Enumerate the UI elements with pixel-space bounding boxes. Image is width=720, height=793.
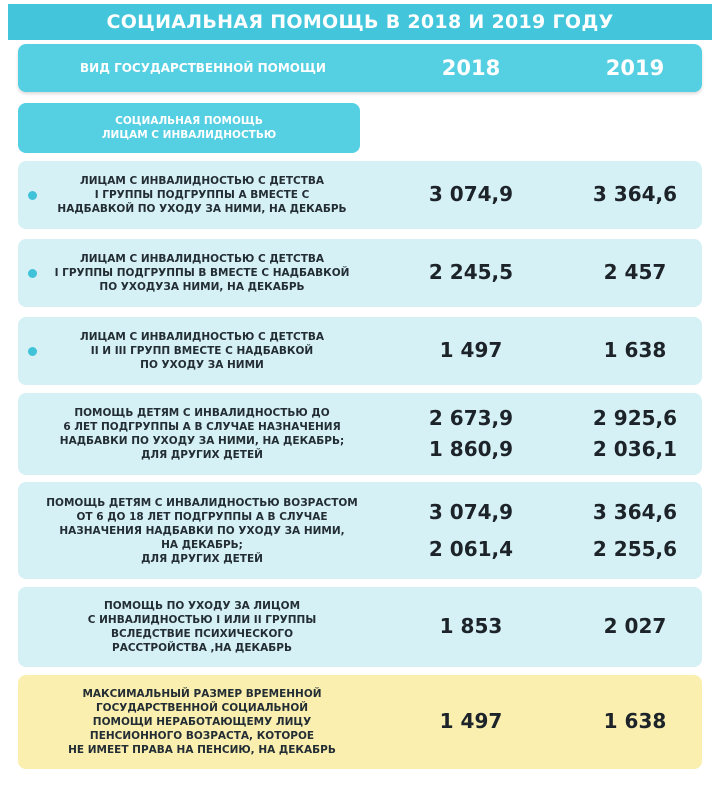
row-description-line: ПО УХОДУ ЗА НИМИ	[140, 359, 264, 371]
section-header	[18, 103, 360, 153]
row-description-line: ПОМОЩИ НЕРАБОТАЮЩЕМУ ЛИЦУ	[92, 716, 312, 728]
column-header-type: ВИД ГОСУДАРСТВЕННОЙ ПОМОЩИ	[80, 61, 326, 75]
row-description	[32, 587, 372, 667]
row-description-line: МАКСИМАЛЬНЫЙ РАЗМЕР ВРЕМЕННОЙ	[82, 688, 322, 700]
value-2018: 3 074,9	[428, 182, 514, 206]
value-2019: 2 027	[603, 614, 667, 638]
value-2019: 2 457	[603, 260, 667, 284]
value-2018: 1 860,9	[428, 437, 514, 462]
row-description-line: ПО УХОДУЗА НИМИ, НА ДЕКАБРЬ	[99, 281, 305, 293]
value-2018: 2 673,9	[428, 406, 514, 431]
value-2018: 3 074,9	[428, 500, 514, 525]
table-row	[18, 482, 702, 579]
table-row	[18, 587, 702, 667]
table-row	[18, 393, 702, 475]
row-description-line: НАДБАВКОЙ ПО УХОДУ ЗА НИМИ, НА ДЕКАБРЬ	[57, 203, 347, 215]
section-header-line: ЛИЦАМ С ИНВАЛИДНОСТЬЮ	[101, 129, 277, 141]
value-2019: 3 364,6	[592, 500, 678, 525]
row-description-line: ПОМОЩЬ ДЕТЯМ С ИНВАЛИДНОСТЬЮ ВОЗРАСТОМ	[46, 496, 358, 509]
row-description-line: ОТ 6 ДО 18 ЛЕТ ПОДГРУППЫ А В СЛУЧАЕ	[76, 510, 328, 523]
value-2019: 1 638	[603, 338, 667, 362]
row-description-line: 6 ЛЕТ ПОДГРУППЫ А В СЛУЧАЕ НАЗНАЧЕНИЯ	[63, 421, 341, 433]
row-description-line: ЛИЦАМ С ИНВАЛИДНОСТЬЮ С ДЕТСТВА	[79, 331, 325, 343]
table-header	[18, 44, 702, 92]
row-description	[32, 393, 372, 475]
value-2018: 2 061,4	[428, 536, 514, 561]
row-description	[32, 317, 372, 385]
row-description-line: ВСЛЕДСТВИЕ ПСИХИЧЕСКОГО	[110, 628, 294, 640]
row-description-line: I ГРУППЫ ПОДГРУППЫ В ВМЕСТЕ С НАДБАВКОЙ	[54, 267, 350, 279]
row-description	[32, 239, 372, 307]
row-description-line: II И III ГРУПП ВМЕСТЕ С НАДБАВКОЙ	[90, 345, 314, 357]
row-description-line: С ИНВАЛИДНОСТЬЮ I ИЛИ II ГРУППЫ	[87, 614, 317, 626]
page-title: СОЦИАЛЬНАЯ ПОМОЩЬ В 2018 И 2019 ГОДУ	[8, 4, 712, 40]
row-description-line: I ГРУППЫ ПОДГРУППЫ А ВМЕСТЕ С	[94, 189, 310, 201]
column-header-2018: 2018	[441, 56, 501, 80]
value-2018: 1 497	[439, 338, 503, 362]
table-row	[18, 317, 702, 385]
row-description-line: НА ДЕКАБРЬ;	[161, 538, 243, 551]
row-description-line: ДЛЯ ДРУГИХ ДЕТЕЙ	[141, 552, 263, 565]
value-2018: 2 245,5	[428, 260, 514, 284]
table-row	[18, 161, 702, 229]
row-description-line: НАЗНАЧЕНИЯ НАДБАВКИ ПО УХОДУ ЗА НИМИ,	[59, 524, 345, 537]
row-description	[32, 161, 372, 229]
row-description-line: ЛИЦАМ С ИНВАЛИДНОСТЬЮ С ДЕТСТВА	[79, 253, 325, 265]
row-description-line: ГОСУДАРСТВЕННОЙ СОЦИАЛЬНОЙ	[95, 702, 309, 714]
value-2018: 1 853	[439, 614, 503, 638]
row-description-line: НАДБАВКИ ПО УХОДУ ЗА НИМИ, НА ДЕКАБРЬ;	[59, 435, 345, 447]
row-description-line: РАССТРОЙСТВА ,НА ДЕКАБРЬ	[112, 642, 292, 654]
row-description-line: НЕ ИМЕЕТ ПРАВА НА ПЕНСИЮ, НА ДЕКАБРЬ	[68, 744, 336, 756]
row-description-line: ПОМОЩЬ ПО УХОДУ ЗА ЛИЦОМ	[103, 600, 301, 612]
section-header-line: СОЦИАЛЬНАЯ ПОМОЩЬ	[115, 115, 263, 127]
column-header-2019: 2019	[605, 56, 665, 80]
table-row	[18, 239, 702, 307]
row-description-line: ПЕНСИОННОГО ВОЗРАСТА, КОТОРОЕ	[89, 730, 315, 742]
value-2019: 1 638	[603, 709, 667, 733]
row-description	[32, 675, 372, 769]
row-description	[32, 482, 372, 579]
row-description-line: ПОМОЩЬ ДЕТЯМ С ИНВАЛИДНОСТЬЮ ДО	[74, 407, 330, 419]
row-description-line: ЛИЦАМ С ИНВАЛИДНОСТЬЮ С ДЕТСТВА	[79, 175, 325, 187]
value-2019: 2 925,6	[592, 406, 678, 431]
row-description-line: ДЛЯ ДРУГИХ ДЕТЕЙ	[141, 449, 263, 461]
value-2018: 1 497	[439, 709, 503, 733]
value-2019: 2 036,1	[592, 437, 678, 462]
value-2019: 2 255,6	[592, 536, 678, 561]
value-2019: 3 364,6	[592, 182, 678, 206]
table-row	[18, 675, 702, 769]
